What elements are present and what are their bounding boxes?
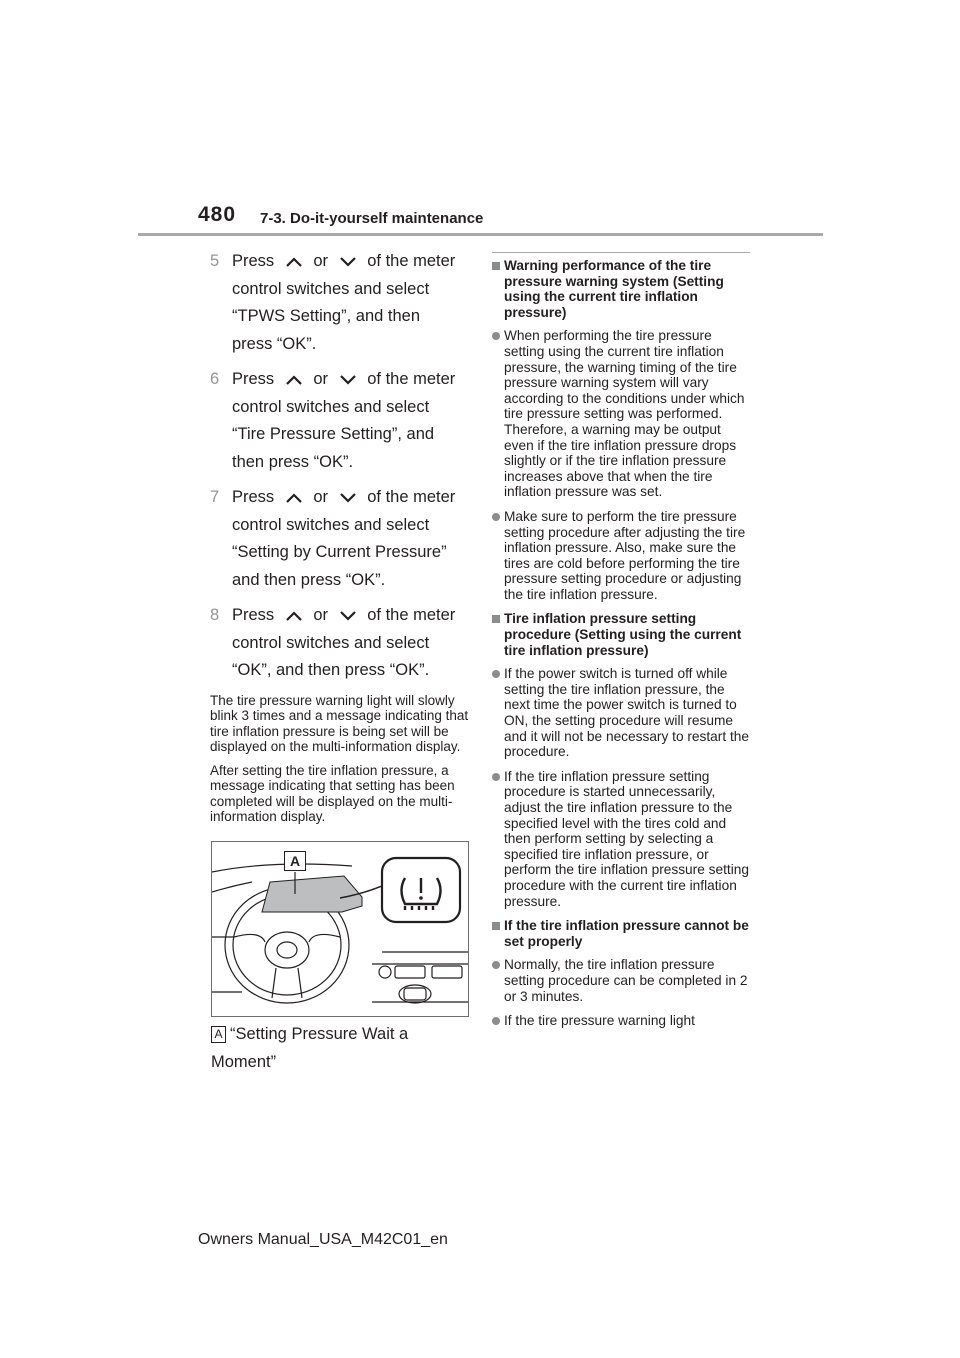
note-paragraph: The tire pressure warning light will slowly blink 3 times and a message indicating that tire inflation pressure is being set will be displayed on the multi-information display. (210, 692, 469, 754)
step-5 (210, 248, 470, 358)
page-number: 480 (198, 203, 237, 226)
bullet-item: Normally, the tire inflation pressure setting procedure can be completed in 2 or 3 minutes. (492, 957, 750, 1004)
left-column (210, 248, 470, 832)
circle-bullet-icon (492, 670, 500, 678)
step-first-line (232, 248, 470, 276)
down-arrow-icon (339, 375, 357, 385)
up-arrow-icon (285, 257, 303, 267)
circle-bullet-icon (492, 513, 500, 521)
step-line: press “OK”. (232, 334, 317, 353)
section-title: 7-3. Do-it-yourself maintenance (260, 210, 484, 227)
dashboard-drawing (212, 842, 468, 1016)
dashboard-illustration (211, 841, 469, 1017)
step-number: 8 (210, 606, 220, 624)
step-or-text: or (313, 370, 329, 388)
right-column-divider (492, 252, 750, 253)
step-post-text: of the meter (367, 370, 456, 388)
bullet-item: When performing the tire pressure setting using the current tire inflation pressure, the warning timing of the tire pressure warning system will vary according to the conditions under which tire pressure setting was performed. Therefore, a warning may be output even if the tire inflation pressure drops slightly or if the tire inflation pressure increases above that when the tire inflation pressure was set. (492, 328, 750, 500)
step-line: control switches and select (232, 279, 430, 298)
bullet-item: If the power switch is turned off while setting the tire inflation pressure, the next time the power switch is turned to ON, the setting procedure will resume and it will not be necessary to restart the procedure. (492, 666, 750, 760)
section-heading: Tire inflation pressure setting procedure (Setting using the current tire inflation pressure) (492, 611, 750, 658)
step-line: “Tire Pressure Setting”, and (232, 425, 435, 443)
square-bullet-icon (492, 262, 500, 270)
step-line: then press “OK”. (232, 452, 354, 471)
step-8 (210, 602, 470, 685)
step-press-text: Press (232, 370, 275, 388)
step-7 (210, 484, 470, 594)
step-first-line (232, 602, 470, 630)
step-or-text: or (313, 606, 329, 624)
step-post-text: of the meter (367, 606, 456, 624)
step-line: control switches and select (232, 633, 430, 652)
down-arrow-icon (339, 257, 357, 267)
down-arrow-icon (339, 493, 357, 503)
step-line: control switches and select (232, 397, 430, 416)
step-line: and then press “OK”. (232, 570, 386, 589)
right-column (492, 252, 750, 1038)
circle-bullet-icon (492, 1017, 500, 1025)
step-line: control switches and select (232, 515, 430, 534)
caption-text: “Setting Pressure Wait a Moment” (211, 1025, 409, 1071)
figure-caption (211, 1021, 469, 1076)
step-number: 5 (210, 252, 220, 270)
section-heading: If the tire inflation pressure cannot be set properly (492, 918, 750, 949)
up-arrow-icon (285, 611, 303, 621)
up-arrow-icon (285, 493, 303, 503)
step-line: “TPWS Setting”, and then (232, 307, 421, 325)
square-bullet-icon (492, 615, 500, 623)
step-6 (210, 366, 470, 476)
step-press-text: Press (232, 488, 275, 506)
page-footer: Owners Manual_USA_M42C01_en (198, 1231, 448, 1248)
circle-bullet-icon (492, 332, 500, 340)
circle-bullet-icon (492, 961, 500, 969)
step-post-text: of the meter (367, 252, 456, 270)
step-line: “Setting by Current Pressure” (232, 543, 447, 561)
bullet-item: Make sure to perform the tire pressure setting procedure after adjusting the tire inflation pressure. Also, make sure the tires are cold before performing the tire pressure setting procedure or adjusting the tire inflation pressure. (492, 509, 750, 603)
square-bullet-icon (492, 922, 500, 930)
step-post-text: of the meter (367, 488, 456, 506)
step-first-line (232, 366, 470, 394)
step-press-text: Press (232, 606, 275, 624)
step-or-text: or (313, 252, 329, 270)
step-press-text: Press (232, 252, 275, 270)
step-number: 7 (210, 488, 220, 506)
header-divider (138, 233, 823, 236)
bullet-item: If the tire inflation pressure setting procedure is started unnecessarily, adjust the tire inflation pressure to the specified level with the tires cold and then perform setting by selecting a specified tire inflation pressure, or perform the tire inflation pressure setting procedure with the current tire inflation pressure. (492, 769, 750, 909)
circle-bullet-icon (492, 773, 500, 781)
step-number: 6 (210, 370, 220, 388)
step-first-line (232, 484, 470, 512)
step-or-text: or (313, 488, 329, 506)
step-line: “OK”, and then press “OK”. (232, 661, 430, 679)
callout-a-label: A (284, 851, 306, 871)
note-paragraph: After setting the tire inflation pressure, a message indicating that setting has been completed will be displayed on the multi-information display. (210, 762, 455, 824)
up-arrow-icon (285, 375, 303, 385)
bullet-item: If the tire pressure warning light (492, 1013, 750, 1029)
down-arrow-icon (339, 611, 357, 621)
caption-label: A (211, 1026, 226, 1043)
section-heading: Warning performance of the tire pressure warning system (Setting using the current tire inflation pressure) (492, 258, 750, 320)
